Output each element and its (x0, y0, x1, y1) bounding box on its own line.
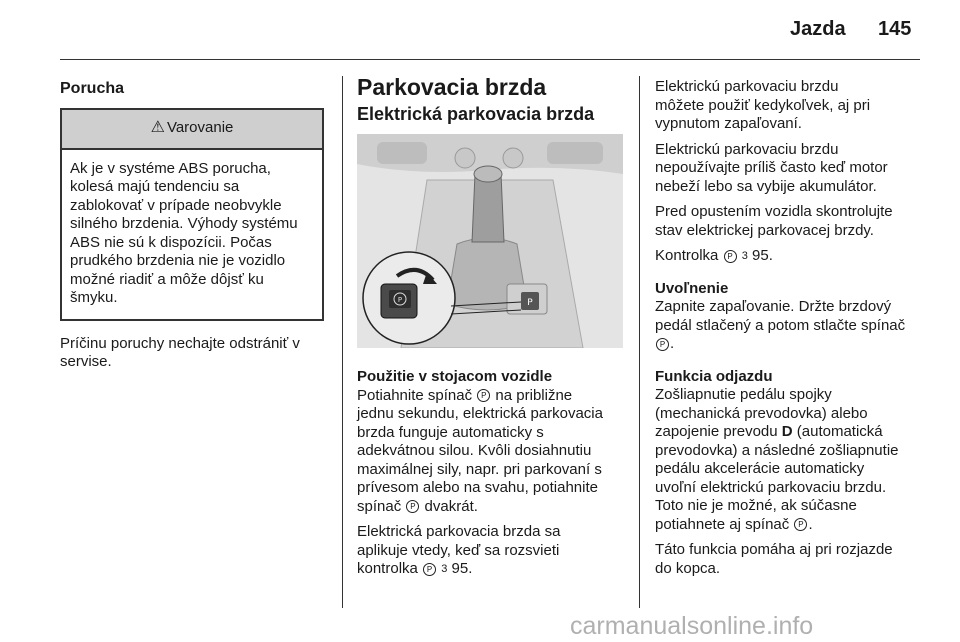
column-2 (357, 74, 629, 586)
parking-brake-icon: P (724, 250, 737, 263)
text: jednu sekundu, elektrická parkovacia (357, 405, 603, 422)
text: spínač (357, 497, 406, 515)
column-3 (655, 78, 925, 585)
warning-line: prudkého brzdenia nie je vozidlo (70, 252, 286, 269)
warning-heading: Varovanie (166, 119, 234, 137)
warning-box (60, 108, 324, 321)
text: Toto nie je možné, ak súčasne (655, 497, 857, 515)
header-rule (60, 59, 920, 60)
text: maximálnej sily, napr. pri parkovaní s (357, 460, 602, 478)
parking-brake-icon: P (477, 389, 490, 402)
subheading-drive-away: Funkcia odjazdu (655, 367, 773, 385)
warning-line: možné riadiť a môže dôjsť ku (70, 270, 264, 288)
text: pedál stlačený a potom stlačte spínač (655, 316, 906, 334)
text: (automatická (792, 423, 883, 441)
text: brzda funguje automaticky s (357, 423, 544, 441)
warning-triangle-icon: ⚠ (150, 119, 165, 137)
text: Zošliapnutie pedálu spojky (655, 386, 832, 404)
subheading-release: Uvoľnenie (655, 279, 729, 297)
text: kontrolka (357, 560, 423, 578)
text: zapojenie prevodu (655, 423, 782, 441)
text: (mechanická prevodovka) alebo (655, 404, 868, 422)
parking-brake-icon: P (423, 563, 436, 576)
text: . (670, 335, 675, 353)
column-1 (60, 80, 328, 379)
text: dvakrát. (420, 497, 478, 515)
paragraph-stationary (357, 387, 629, 517)
warning-header (62, 110, 322, 150)
paragraph-battery (655, 141, 925, 197)
paragraph-indicator-ref (655, 247, 925, 266)
text: môžete použiť kedykoľvek, aj pri (655, 96, 871, 114)
warning-line: šmyku. (70, 289, 118, 306)
paragraph-release (655, 298, 925, 354)
warning-line: Ak je v systéme ABS porucha, (70, 159, 271, 177)
section-title-parkovacia-brzda: Parkovacia brzda (357, 74, 547, 100)
header-title: Jazda (790, 18, 846, 40)
parking-brake-icon: P (656, 338, 669, 351)
column-divider-2 (639, 76, 640, 608)
text: vypnutom zapaľovaní. (655, 115, 802, 132)
paragraph-anytime (655, 78, 925, 134)
page-ref-icon: 3 (441, 563, 448, 575)
page-ref-icon: 3 (741, 250, 748, 262)
section-title-porucha: Porucha (60, 80, 125, 97)
text: potiahnete aj spínač (655, 515, 794, 533)
paragraph-indicator (357, 523, 629, 579)
text: na približne (491, 386, 573, 404)
text: Kontrolka (655, 247, 723, 265)
text: aplikuje vtedy, keď sa rozsvieti (357, 541, 560, 559)
text: nebeží lebo sa vybije akumulátor. (655, 177, 877, 195)
paragraph-check (655, 203, 925, 240)
watermark: carmanualsonline.info (570, 612, 814, 640)
text: uvoľní elektrickú parkovaciu brzdu. (655, 478, 887, 496)
warning-line: silného brzdenia. Výhody systému (70, 215, 298, 232)
parking-brake-figure (357, 134, 623, 348)
warning-line: zablokovať v prípade neobvykle (70, 196, 282, 214)
text: stav elektrickej parkovacej brzdy. (655, 221, 874, 239)
text: Elektrickú parkovaciu brzdu (655, 140, 839, 158)
parking-brake-icon: P (794, 518, 807, 531)
text: 95. (447, 560, 473, 578)
text: adekvátnou silou. Kvôli dosiahnutiu (357, 442, 592, 459)
text: pedálu akcelerácie automaticky (655, 460, 865, 478)
text-line: servise. (60, 353, 112, 370)
text: 95. (747, 247, 773, 265)
warning-line: kolesá majú tendenciu sa (70, 178, 240, 195)
text: . (808, 515, 813, 533)
text: Elektrická parkovacia brzda sa (357, 523, 561, 540)
text: prevodovka) a následné zošliapnutie (655, 441, 899, 459)
svg-text:P: P (397, 296, 403, 304)
paragraph-hill-start (655, 541, 925, 578)
parking-brake-icon: P (406, 500, 419, 513)
svg-text:P: P (527, 298, 533, 308)
text: Elektrickú parkovaciu brzdu (655, 78, 839, 95)
text: Táto funkcia pomáha aj pri rozjazde (655, 541, 893, 559)
subsection-title: Elektrická parkovacia brzda (357, 103, 595, 124)
console-illustration (357, 134, 623, 348)
page-number: 145 (878, 18, 912, 40)
warning-body (62, 150, 322, 319)
text: prívesom alebo na svahu, potiahnite (357, 479, 598, 496)
paragraph-drive-away (655, 386, 925, 534)
text: Pred opustením vozidla skontrolujte (655, 203, 893, 220)
column-divider-1 (342, 76, 343, 608)
text: Potiahnite spínač (357, 386, 477, 404)
text: do kopca. (655, 559, 721, 577)
subheading-stationary: Použitie v stojacom vozidle (357, 368, 553, 385)
text-line: Príčinu poruchy nechajte odstrániť v (60, 334, 300, 352)
warning-line: ABS nie sú k dispozícii. Počas (70, 233, 272, 251)
text: nepoužívajte príliš často keď motor (655, 159, 888, 176)
gear-d-label: D (781, 423, 793, 441)
paragraph-repair (60, 335, 328, 372)
text: Zapnite zapaľovanie. Držte brzdový (655, 298, 892, 316)
